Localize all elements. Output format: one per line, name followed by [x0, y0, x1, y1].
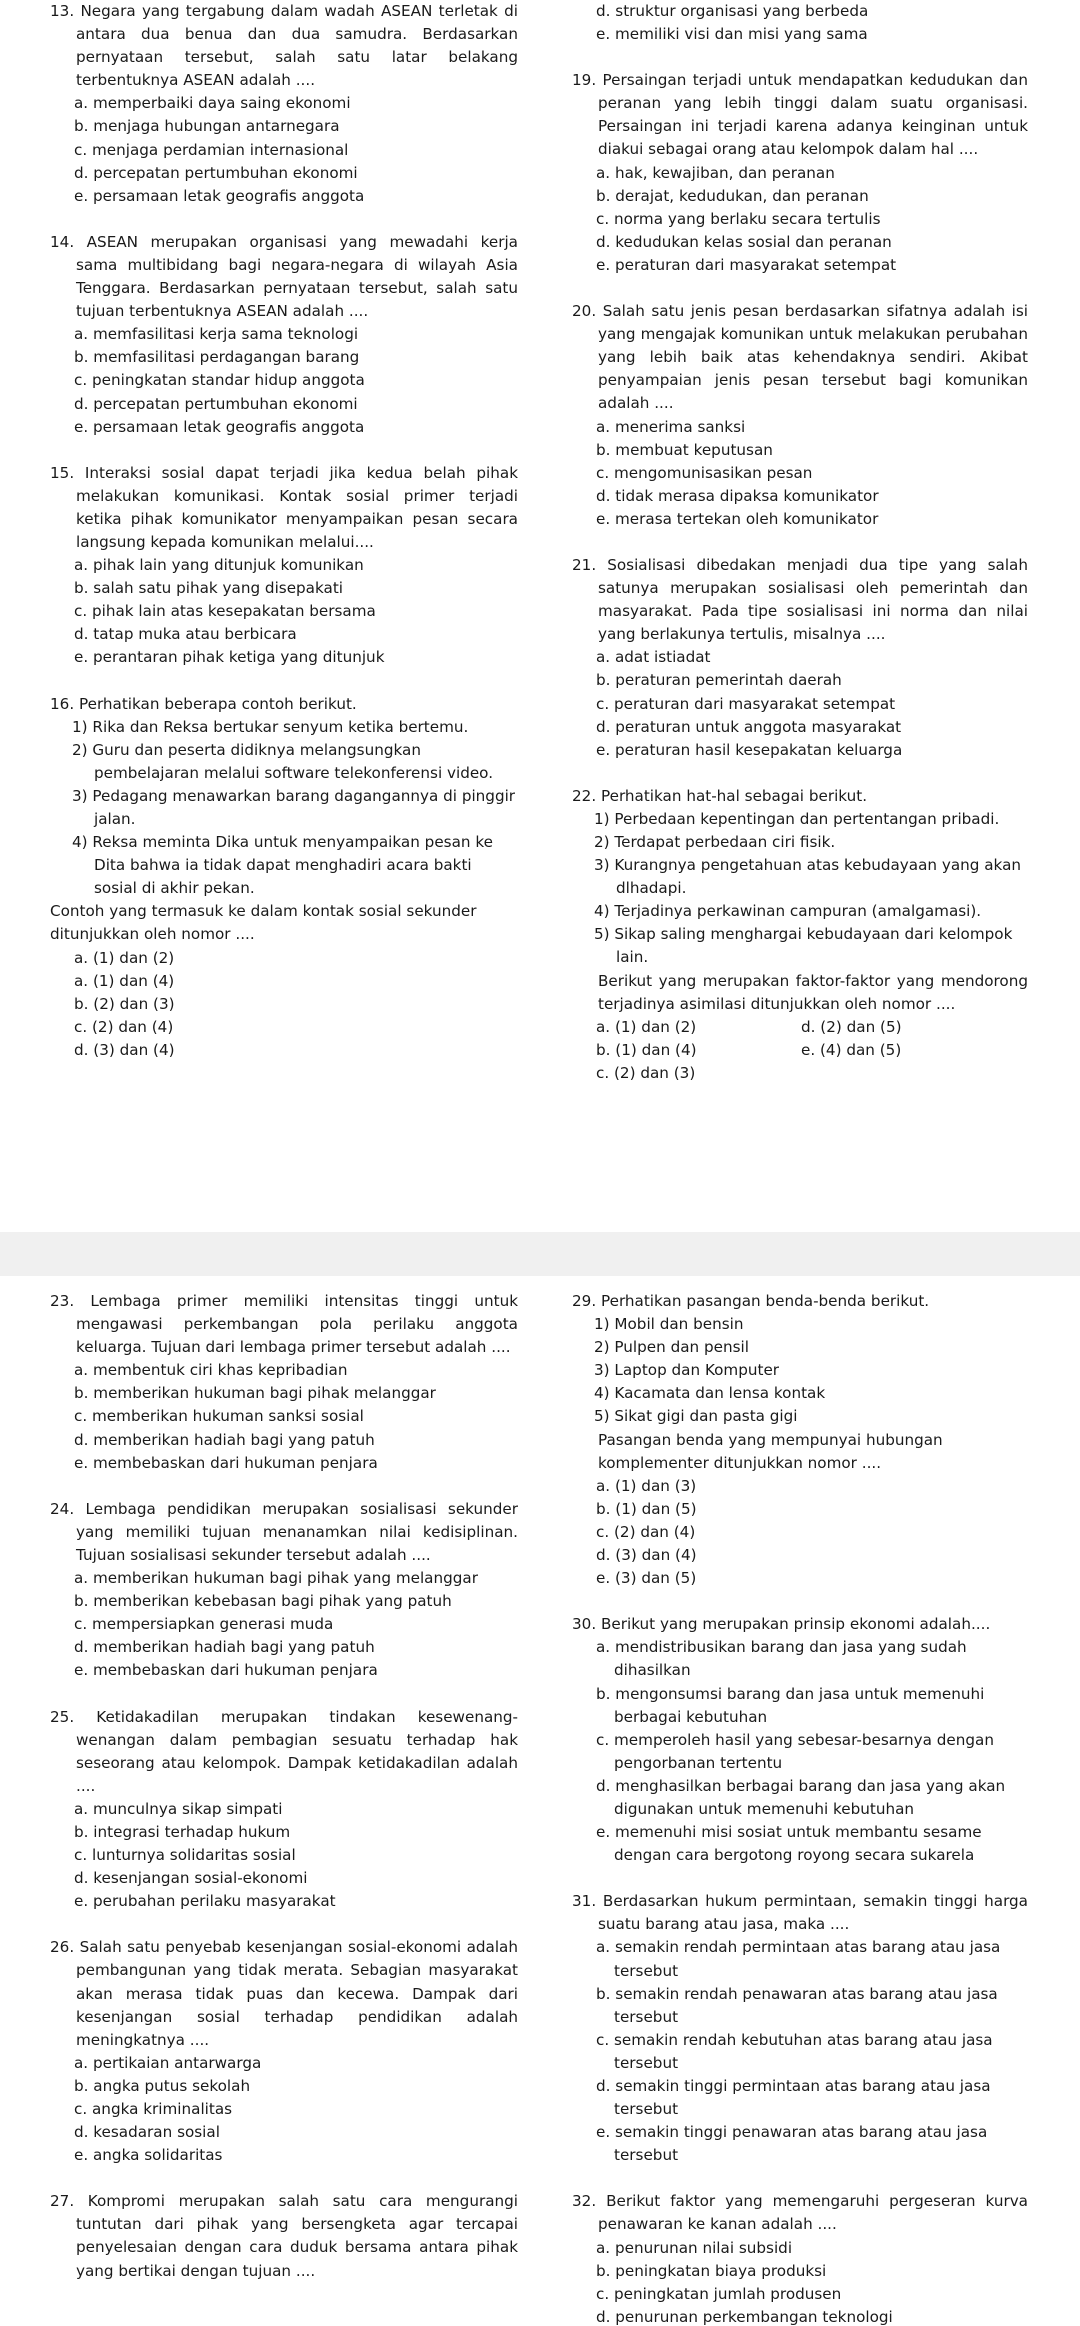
option: c. (2) dan (4): [596, 1522, 696, 1541]
exam-page-2: [0, 1276, 1080, 2326]
option: b. (2) dan (3): [74, 994, 175, 1013]
option: a. (1) dan (2): [596, 1017, 697, 1036]
question-followup: Pasangan benda yang mempunyai hubungan komplementer ditunjukkan nomor ....: [598, 1430, 943, 1472]
question-15: [50, 462, 518, 670]
option: d. menghasilkan berbagai barang dan jasa yang akan digunakan untuk memenuhi kebutuhan: [596, 1776, 1006, 1818]
option: e. memiliki visi dan misi yang sama: [596, 25, 868, 44]
question-14: [50, 231, 518, 439]
option: c. mengomunisasikan pesan: [596, 463, 813, 482]
option: c. semakin rendah kebutuhan atas barang atau jasa tersebut: [596, 2030, 993, 2072]
question-26: [50, 1936, 518, 2167]
option: [801, 1062, 1001, 1085]
right-column: [572, 1290, 1028, 2326]
option: a. (1) dan (4): [74, 971, 175, 990]
option: d. (2) dan (5): [801, 1017, 902, 1036]
option: e. memenuhi misi sosiat untuk membantu sesame dengan cara bergotong royong secara sukarela: [596, 1823, 982, 1865]
question-stem: 22. Perhatikan hat-hal sebagai berikut.: [572, 786, 868, 805]
question-followup: Berikut yang merupakan faktor-faktor yang mendorong terjadinya asimilasi ditunjukkan oleh nomor ....: [598, 971, 1028, 1013]
option: a. munculnya sikap simpati: [74, 1799, 283, 1818]
question-stem: 20. Salah satu jenis pesan berdasarkan sifatnya adalah isi yang mengajak komunikan untuk melakukan perubahan yang lebih baik atas kehendaknya sendiri. Akibat penyampaian jenis pesan tersebut bagi komunikan adalah ....: [572, 302, 1028, 413]
question-25: [50, 1706, 518, 1914]
option: b. memberikan hukuman bagi pihak melanggar: [74, 1384, 436, 1403]
list-item: 1) Rika dan Reksa bertukar senyum ketika bertemu.: [72, 717, 469, 736]
option: b. salah satu pihak yang disepakati: [74, 579, 343, 598]
right-column: [572, 0, 1028, 1085]
list-item: 2) Guru dan peserta didiknya melangsungkan pembelajaran melalui software telekonferensi video.: [72, 740, 494, 782]
option: a. hak, kewajiban, dan peranan: [596, 163, 835, 182]
question-21: [572, 554, 1028, 762]
question-31: [572, 1890, 1028, 2167]
option: e. semakin tinggi penawaran atas barang atau jasa tersebut: [596, 2123, 988, 2165]
question-stem: 31. Berdasarkan hukum permintaan, semakin tinggi harga suatu barang atau jasa, maka ....: [572, 1892, 1028, 1934]
option: d. percepatan pertumbuhan ekonomi: [74, 394, 358, 413]
question-stem: 30. Berikut yang merupakan prinsip ekonomi adalah....: [572, 1615, 991, 1634]
option: a. memberikan hukuman bagi pihak yang melanggar: [74, 1569, 478, 1588]
option: d. kesenjangan sosial-ekonomi: [74, 1869, 308, 1888]
question-22: [572, 785, 1028, 1085]
option: b. memberikan kebebasan bagi pihak yang patuh: [74, 1592, 452, 1611]
list-item: 1) Perbedaan kepentingan dan pertentangan pribadi.: [594, 809, 1000, 828]
question-stem: 25. Ketidakadilan merupakan tindakan kesewenang-wenangan dalam pembagian sesuatu terhadap hak seseorang atau kelompok. Dampak ketidakadilan adalah ....: [50, 1707, 518, 1795]
question-23: [50, 1290, 518, 1475]
option: d. struktur organisasi yang berbeda: [596, 2, 869, 20]
question-19: [572, 69, 1028, 277]
question-stem: 19. Persaingan terjadi untuk mendapatkan kedudukan dan peranan yang lebih tinggi dalam suatu organisasi. Persaingan ini terjadi karena adanya keinginan untuk diakui sebagai orang atau kelompok dalam hal ....: [572, 71, 1028, 159]
option: e. perubahan perilaku masyarakat: [74, 1892, 336, 1911]
question-16: [50, 693, 518, 1063]
question-stem: 32. Berikut faktor yang memengaruhi pergeseran kurva penawaran ke kanan adalah ....: [572, 2192, 1028, 2234]
option: a. membentuk ciri khas kepribadian: [74, 1361, 348, 1380]
option: d. (3) dan (4): [74, 1040, 175, 1059]
question-stem: 15. Interaksi sosial dapat terjadi jika kedua belah pihak melakukan komunikasi. Kontak sosial primer terjadi ketika pihak komunikator menyampaikan pesan secara langsung kepada komunikan melalui....: [50, 463, 518, 551]
left-column: [50, 1290, 518, 2283]
option: b. memfasilitasi perdagangan barang: [74, 348, 360, 367]
question-stem: 27. Kompromi merupakan salah satu cara mengurangi tuntutan dari pihak yang bersengketa agar tercapai penyelesaian dengan cara duduk bersama antara pihak yang bertikai dengan tujuan ....: [50, 2192, 518, 2280]
option: c. (2) dan (4): [74, 1017, 174, 1036]
option: b. (1) dan (4): [596, 1040, 697, 1059]
option: a. pertikaian antarwarga: [74, 2053, 262, 2072]
list-item: 1) Mobil dan bensin: [594, 1315, 744, 1334]
list-item: 2) Pulpen dan pensil: [594, 1338, 749, 1357]
option: c. (2) dan (3): [596, 1063, 696, 1082]
question-20: [572, 300, 1028, 531]
option: a. semakin rendah permintaan atas barang atau jasa tersebut: [596, 1938, 1001, 1980]
option: b. membuat keputusan: [596, 440, 773, 459]
list-item: 5) Sikat gigi dan pasta gigi: [594, 1407, 798, 1426]
question-stem: 14. ASEAN merupakan organisasi yang mewadahi kerja sama multibidang bagi negara-negara di wilayah Asia Tenggara. Berdasarkan pernyataan tersebut, salah satu tujuan terbentuknya ASEAN adalah ....: [50, 232, 518, 321]
option: d. percepatan pertumbuhan ekonomi: [74, 163, 358, 182]
option: a. penurunan nilai subsidi: [596, 2238, 793, 2257]
question-stem: 23. Lembaga primer memiliki intensitas tinggi untuk mengawasi perkembangan pola perilaku anggota keluarga. Tujuan dari lembaga primer tersebut adalah ....: [50, 1292, 518, 1357]
question-stem: 29. Perhatikan pasangan benda-benda berikut.: [572, 1292, 930, 1310]
option: a. memperbaiki daya saing ekonomi: [74, 94, 351, 113]
option: c. menjaga perdamian internasional: [74, 140, 349, 159]
option: e. peraturan dari masyarakat setempat: [596, 255, 897, 274]
option: a. pihak lain yang ditunjuk komunikan: [74, 556, 364, 575]
question-stem: 16. Perhatikan beberapa contoh berikut.: [50, 694, 357, 713]
option: a. mendistribusikan barang dan jasa yang sudah dihasilkan: [596, 1638, 967, 1680]
question-30: [572, 1613, 1028, 1867]
option: e. membebaskan dari hukuman penjara: [74, 1661, 378, 1680]
option: d. memberikan hadiah bagi yang patuh: [74, 1430, 375, 1449]
option: e. peraturan hasil kesepakatan keluarga: [596, 740, 903, 759]
option: d. tatap muka atau berbicara: [74, 625, 297, 644]
question-stem: 21. Sosialisasi dibedakan menjadi dua tipe yang salah satunya merupakan sosialisasi oleh pemerintah dan masyarakat. Pada tipe sosialisasi ini norma dan nilai yang berlakunya tertulis, misalnya ....: [572, 555, 1028, 644]
option: e. persamaan letak geografis anggota: [74, 417, 365, 436]
option: c. pihak lain atas kesepakatan bersama: [74, 602, 376, 621]
list-item: 5) Sikap saling menghargai kebudayaan dari kelompok lain.: [594, 925, 1013, 967]
option: c. lunturnya solidaritas sosial: [74, 1846, 296, 1865]
option: e. (3) dan (5): [596, 1569, 697, 1588]
left-column: [50, 0, 518, 1062]
option: b. angka putus sekolah: [74, 2076, 251, 2095]
list-item: 4) Reksa meminta Dika untuk menyampaikan pesan ke Dita bahwa ia tidak dapat menghadiri acara bakti sosial di akhir pekan.: [72, 833, 493, 898]
option: e. (4) dan (5): [801, 1040, 902, 1059]
question-29: [572, 1290, 1028, 1590]
option: c. peningkatan jumlah produsen: [596, 2284, 842, 2303]
option: d. kedudukan kelas sosial dan peranan: [596, 232, 892, 251]
list-item: 3) Laptop dan Komputer: [594, 1361, 780, 1380]
option: b. (1) dan (5): [596, 1499, 697, 1518]
question-32: [572, 2190, 1028, 2326]
option: c. peningkatan standar hidup anggota: [74, 371, 365, 390]
question-27: [50, 2190, 518, 2282]
list-item: 2) Terdapat perbedaan ciri fisik.: [594, 833, 836, 851]
option: a. (1) dan (3): [596, 1476, 697, 1495]
list-item: 4) Terjadinya perkawinan campuran (amalgamasi).: [594, 902, 982, 921]
option: b. derajat, kedudukan, dan peranan: [596, 186, 869, 205]
question-13: [50, 0, 518, 208]
option: c. peraturan dari masyarakat setempat: [596, 694, 896, 713]
option: c. memperoleh hasil yang sebesar-besarnya dengan pengorbanan tertentu: [596, 1730, 994, 1772]
option: d. tidak merasa dipaksa komunikator: [596, 486, 879, 505]
question-stem: 13. Negara yang tergabung dalam wadah ASEAN terletak di antara dua benua dan dua samudra. Berdasarkan pernyataan tersebut, salah satu latar belakang terbentuknya ASEAN adalah ....: [50, 2, 518, 90]
option: a. memfasilitasi kerja sama teknologi: [74, 325, 359, 344]
option: b. mengonsumsi barang dan jasa untuk memenuhi berbagai kebutuhan: [596, 1684, 985, 1726]
option: b. semakin rendah penawaran atas barang atau jasa tersebut: [596, 1984, 998, 2026]
question-24: [50, 1498, 518, 1683]
option: d. penurunan perkembangan teknologi: [596, 2307, 893, 2326]
question-stem: 26. Salah satu penyebab kesenjangan sosial-ekonomi adalah pembangunan yang tidak merata. Sebagian masyarakat akan merasa tidak puas dan kecewa. Dampak dari kesenjangan sosial terhadap pendidikan adalah meningkatnya ....: [50, 1938, 518, 2049]
option: e. persamaan letak geografis anggota: [74, 186, 365, 205]
option: b. menjaga hubungan antarnegara: [74, 117, 340, 136]
list-item: 3) Kurangnya pengetahuan atas kebudayaan yang akan dlhadapi.: [594, 856, 1022, 898]
list-item: 3) Pedagang menawarkan barang dagangannya di pinggir jalan.: [72, 786, 516, 828]
option: c. memberikan hukuman sanksi sosial: [74, 1407, 364, 1426]
question-stem: 24. Lembaga pendidikan merupakan sosialisasi sekunder yang memiliki tujuan menanamkan nilai kedisiplinan. Tujuan sosialisasi sekunder tersebut adalah ....: [50, 1499, 518, 1564]
option: d. kesadaran sosial: [74, 2123, 220, 2142]
option: e. membebaskan dari hukuman penjara: [74, 1453, 378, 1472]
option: e. merasa tertekan oleh komunikator: [596, 509, 879, 528]
list-item: 4) Kacamata dan lensa kontak: [594, 1384, 826, 1403]
option: c. angka kriminalitas: [74, 2100, 233, 2118]
option: a. (1) dan (2): [74, 948, 175, 967]
option: b. peningkatan biaya produksi: [596, 2261, 827, 2280]
option: d. peraturan untuk anggota masyarakat: [596, 717, 902, 736]
question-18-continued: [572, 0, 1028, 46]
option: e. perantaran pihak ketiga yang ditunjuk: [74, 648, 385, 667]
option: e. angka solidaritas: [74, 2146, 223, 2165]
question-followup: Contoh yang termasuk ke dalam kontak sosial sekunder ditunjukkan oleh nomor ....: [50, 902, 477, 944]
option: c. norma yang berlaku secara tertulis: [596, 209, 881, 228]
option: d. semakin tinggi permintaan atas barang atau jasa tersebut: [596, 2077, 991, 2119]
option: b. peraturan pemerintah daerah: [596, 671, 842, 690]
option: a. menerima sanksi: [596, 417, 746, 436]
option-grid: [572, 1016, 1028, 1085]
option: b. integrasi terhadap hukum: [74, 1822, 291, 1841]
option: d. (3) dan (4): [596, 1546, 697, 1565]
option: c. mempersiapkan generasi muda: [74, 1615, 334, 1634]
option: d. memberikan hadiah bagi yang patuh: [74, 1638, 375, 1657]
option: a. adat istiadat: [596, 648, 711, 667]
